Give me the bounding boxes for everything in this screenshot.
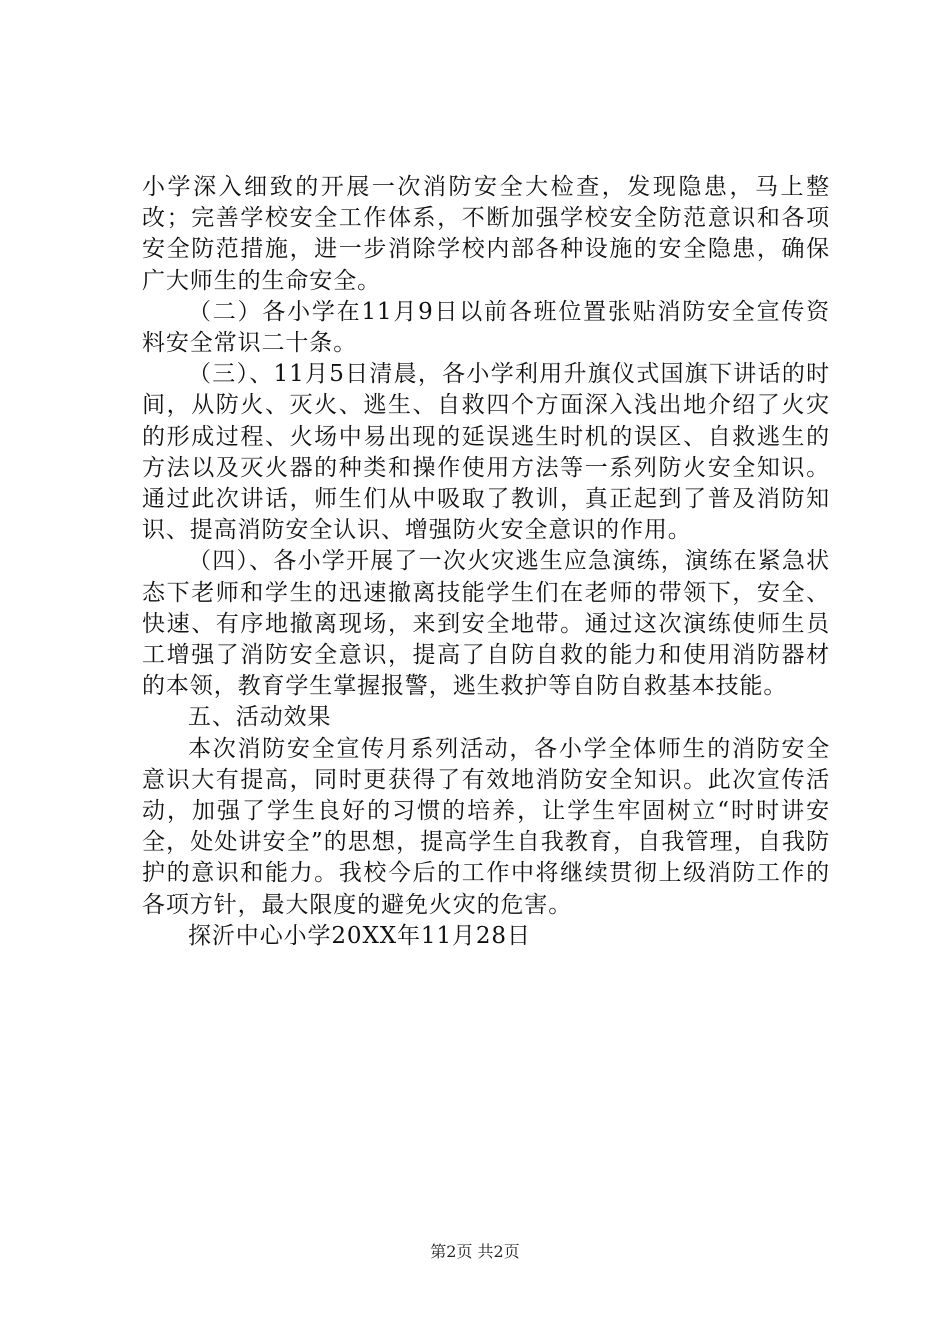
paragraph-item-two: （二）各小学在11月9日以前各班位置张贴消防安全宣传资料安全常识二十条。 (142, 298, 830, 357)
paragraph-inspection: 小学深入细致的开展一次消防安全大检查，发现隐患，马上整改；完善学校安全工作体系，不断加强学校安全防范意识和各项安全防范措施，进一步消除学校内部各种设施的安全隐患，确保广大师生的生命安全。 (142, 174, 830, 294)
document-body (142, 172, 830, 952)
page-number-footer: 第2页 共2页 (430, 1242, 520, 1261)
paragraph-effects: 本次消防安全宣传月系列活动，各小学全体师生的消防安全意识大有提高，同时更获得了有效地消防安全知识。此次宣传活动，加强了学生良好的习惯的培养，让学生牢固树立“时时讲安全，处处讲安全”的思想，提高学生自我教育，自我管理，自我防护的意识和能力。我校今后的工作中将继续贯彻上级消防工作的各项方针，最大限度的避免火灾的危害。 (142, 735, 830, 918)
section-heading-effects: 五、活动效果 (188, 704, 332, 731)
signature-date: 探沂中心小学20XX年11月28日 (188, 922, 531, 949)
paragraph-item-four: （四）、各小学开展了一次火灾逃生应急演练，演练在紧急状态下老师和学生的迅速撤离技能学生们在老师的带领下，安全、快速、有序地撤离现场，来到安全地带。通过这次演练使师生员工增强了消防安全意识，提高了自防自救的能力和使用消防器材的本领，教育学生掌握报警，逃生救护等自防自救基本技能。 (142, 548, 830, 700)
paragraph-item-three: （三）、11月5日清晨，各小学利用升旗仪式国旗下讲话的时间，从防火、灭火、逃生、自救四个方面深入浅出地介绍了火灾的形成过程、火场中易出现的延误逃生时机的误区、自救逃生的方法以及灭火器的种类和操作使用方法等一系列防火安全知识。通过此次讲话，师生们从中吸取了教训，真正起到了普及消防知识、提高消防安全认识、增强防火安全意识的作用。 (142, 361, 830, 544)
